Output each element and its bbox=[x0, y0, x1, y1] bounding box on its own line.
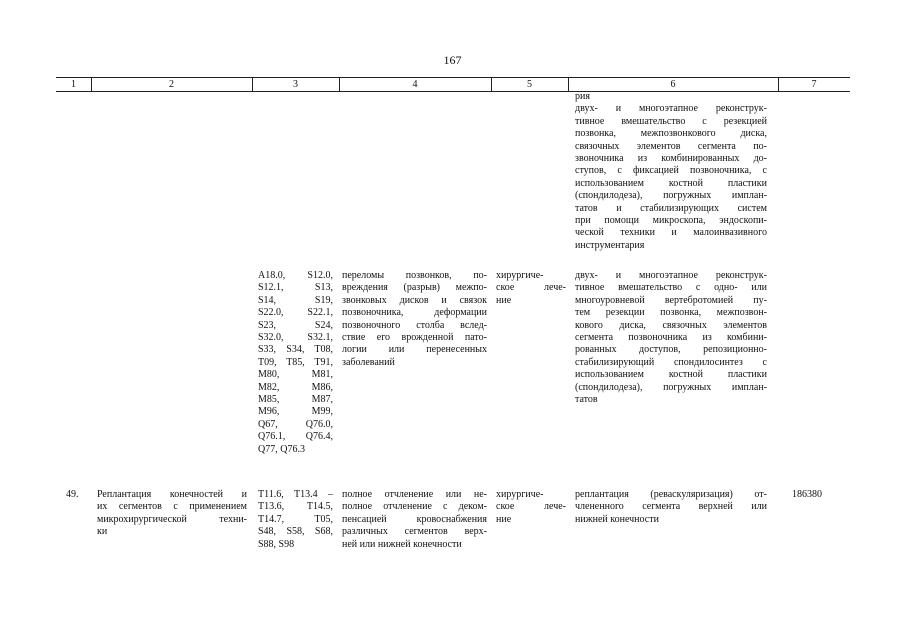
procedure-name-line: их сегментов с применением bbox=[97, 501, 247, 513]
method-line: татов bbox=[575, 394, 598, 406]
row-49-diagnosis-cell bbox=[342, 489, 487, 551]
fracture-diagnosis-cell bbox=[342, 270, 487, 369]
diagnosis-line: полное отчленение с деком- bbox=[342, 501, 487, 513]
diagnosis-line: полное отчленение или не- bbox=[342, 489, 487, 500]
text-line: тивное вмешательство с резекцией bbox=[575, 115, 767, 127]
icd-codes-line: T09, T85, T91, bbox=[258, 356, 333, 368]
method-line: члененного сегмента верхней или bbox=[575, 501, 767, 513]
icd-codes-line: Q67, Q76.0, bbox=[258, 418, 333, 430]
treatment-line: хирургиче- bbox=[496, 270, 544, 281]
method-line: тем резекции позвонка, межпозвон- bbox=[575, 307, 767, 319]
icd-codes-line: S12.1, S13, bbox=[258, 282, 333, 294]
method-line: тивное вмешательство с одно- или bbox=[575, 282, 767, 294]
procedure-name-line: микрохирургической техни- bbox=[97, 513, 247, 525]
header-cell-4: 4 bbox=[412, 79, 418, 90]
treatment-line: ние bbox=[496, 294, 512, 306]
icd-codes-line: M80, M81, bbox=[258, 369, 333, 381]
icd-codes-line: S33, S34, T08, bbox=[258, 344, 333, 356]
method-line: двух- и многоэтапное реконструк- bbox=[575, 270, 767, 281]
text-line: при помощи микроскопа, эндоскопи- bbox=[575, 215, 767, 227]
header-cell-3: 3 bbox=[293, 79, 298, 90]
diagnosis-line: ствие его врожденной пато- bbox=[342, 332, 487, 344]
table-header-row bbox=[56, 77, 850, 92]
icd-codes-line: S88, S98 bbox=[258, 538, 295, 550]
icd-codes-line: S22.0, S22.1, bbox=[258, 307, 333, 319]
text-line: инструментария bbox=[575, 239, 645, 251]
treatment-line: ское лече- bbox=[496, 282, 566, 294]
header-cell-7: 7 bbox=[811, 79, 817, 90]
text-line: звоночника из комбинированных до- bbox=[575, 153, 767, 165]
procedure-name-line: Реплантация конечностей и bbox=[97, 489, 247, 500]
icd-codes-line: Q76.1, Q76.4, bbox=[258, 431, 333, 443]
icd-codes-line: M96, M99, bbox=[258, 406, 333, 418]
fracture-treatment-cell bbox=[496, 270, 566, 307]
diagnosis-line: заболеваний bbox=[342, 356, 395, 368]
text-line: двух- и многоэтапное реконструк- bbox=[575, 103, 767, 115]
treatment-line: хирургиче- bbox=[496, 489, 544, 500]
text-line: ческой техники и малоинвазивного bbox=[575, 227, 767, 239]
icd-codes-line: T11.6, T13.4 – bbox=[258, 489, 333, 500]
method-line: реплантация (реваскуляризация) от- bbox=[575, 489, 767, 500]
treatment-line: ние bbox=[496, 513, 512, 525]
method-line: использованием костной пластики bbox=[575, 369, 767, 381]
fracture-method-cell bbox=[575, 270, 767, 406]
diagnosis-line: позвоночного столба вслед- bbox=[342, 319, 487, 331]
header-cell-6: 6 bbox=[670, 79, 676, 90]
text-line: использованием костной пластики bbox=[575, 177, 767, 189]
diagnosis-line: позвоночника, деформации bbox=[342, 307, 487, 319]
header-cell-1: 1 bbox=[71, 79, 76, 90]
method-line: сегмента позвоночника из комбини- bbox=[575, 332, 767, 344]
icd-codes-line: T14.7, T05, bbox=[258, 513, 333, 525]
row-49-number: 49. bbox=[66, 489, 79, 500]
treatment-line: ское лече- bbox=[496, 501, 566, 513]
fracture-codes-cell bbox=[258, 270, 333, 456]
method-line: (спондилодеза), погружных имплан- bbox=[575, 381, 767, 393]
row-49-treatment-cell bbox=[496, 489, 566, 526]
diagnosis-line: пенсацией кровоснабжения bbox=[342, 513, 487, 525]
method-line: многоуровневой вертебротомией пу- bbox=[575, 294, 767, 306]
diagnosis-line: различных сегментов верх- bbox=[342, 526, 487, 538]
row-49-cost-cell: 186380 bbox=[792, 489, 822, 500]
diagnosis-line: переломы позвонков, по- bbox=[342, 270, 487, 281]
icd-codes-line: A18.0, S12.0, bbox=[258, 270, 333, 281]
method-line: нижней конечности bbox=[575, 513, 659, 525]
method-line: кового диска, связочных элементов bbox=[575, 319, 767, 331]
diagnosis-line: ней или нижней конечности bbox=[342, 538, 462, 550]
icd-codes-line: S48, S58, S68, bbox=[258, 526, 333, 538]
continuation-method-text bbox=[575, 91, 767, 252]
text-line: татов и стабилизирующих систем bbox=[575, 202, 767, 214]
icd-codes-line: S23, S24, bbox=[258, 319, 333, 331]
header-cell-5: 5 bbox=[527, 79, 532, 90]
text-line: позвонка, межпозвонкового диска, bbox=[575, 128, 767, 140]
icd-codes-line: Q77, Q76.3 bbox=[258, 443, 305, 455]
page-number: 167 bbox=[443, 53, 462, 67]
diagnosis-line: логии или перенесенных bbox=[342, 344, 487, 356]
icd-codes-line: M82, M86, bbox=[258, 381, 333, 393]
icd-codes-line: S14, S19, bbox=[258, 294, 333, 306]
diagnosis-line: вреждения (разрыв) межпо- bbox=[342, 282, 487, 294]
row-49-codes-cell bbox=[258, 489, 333, 551]
procedure-name-line: ки bbox=[97, 526, 108, 538]
text-line: ступов, с фиксацией позвоночника, с bbox=[575, 165, 767, 177]
text-line: связочных элементов сегмента по- bbox=[575, 140, 767, 152]
icd-codes-line: S32.0, S32.1, bbox=[258, 332, 333, 344]
icd-codes-line: T13.6, T14.5, bbox=[258, 501, 333, 513]
diagnosis-line: звонковых дисков и связок bbox=[342, 294, 487, 306]
row-49-name-cell bbox=[97, 489, 247, 539]
header-cell-2: 2 bbox=[169, 79, 174, 90]
icd-codes-line: M85, M87, bbox=[258, 394, 333, 406]
row-49-method-cell bbox=[575, 489, 767, 526]
method-line: рованных доступов, репозиционно- bbox=[575, 344, 767, 356]
text-line: (спондилодеза), погружных имплан- bbox=[575, 190, 767, 202]
text-line: рия bbox=[575, 91, 590, 102]
method-line: стабилизирующий спондилосинтез с bbox=[575, 356, 767, 368]
